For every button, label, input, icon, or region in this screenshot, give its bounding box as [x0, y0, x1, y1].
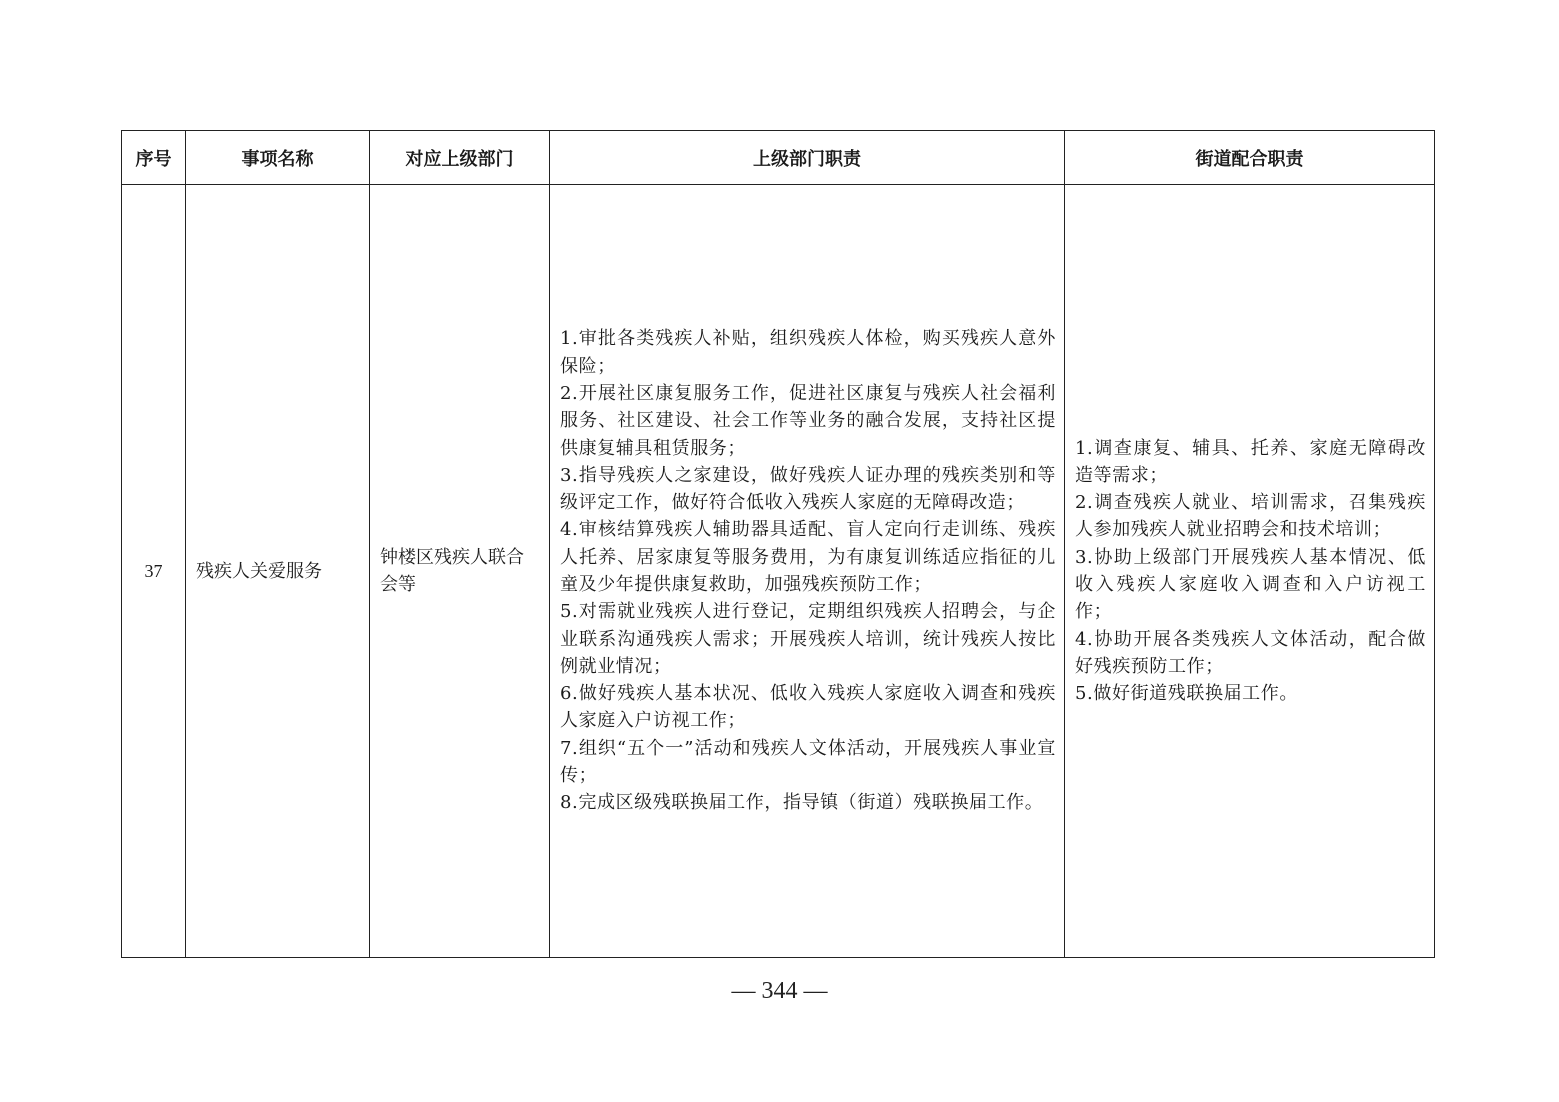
superior-duties-list: [560, 325, 1056, 816]
header-street-duties: 街道配合职责: [1065, 131, 1435, 185]
street-duty-item: 4.协助开展各类残疾人文体活动，配合做好残疾预防工作；: [1075, 628, 1426, 677]
responsibility-table: [121, 130, 1435, 958]
duty-item: 7.组织“五个一”活动和残疾人文体活动，开展残疾人事业宣传；: [560, 737, 1056, 787]
duty-item: 1.审批各类残疾人补贴，组织残疾人体检，购买残疾人意外保险；: [560, 328, 1056, 377]
street-duty-item: 3.协助上级部门开展残疾人基本情况、低收入残疾人家庭收入调查和入户访视工作；: [1075, 546, 1426, 623]
superior-duties-cell: [550, 185, 1065, 958]
duty-item: 6.做好残疾人基本状况、低收入残疾人家庭收入调查和残疾人家庭入户访视工作；: [560, 683, 1056, 732]
street-duties-cell: [1065, 185, 1435, 958]
header-row: [122, 131, 1435, 185]
duty-item: 5.对需就业残疾人进行登记，定期组织残疾人招聘会，与企业联系沟通残疾人需求；开展残疾人培训，统计残疾人按比例就业情况；: [560, 601, 1056, 677]
table-row: [122, 185, 1435, 958]
header-serial-number: 序号: [122, 131, 186, 185]
street-duties-list: [1075, 435, 1426, 708]
header-superior-department: 对应上级部门: [370, 131, 550, 185]
item-name-cell: 残疾人关爱服务: [186, 185, 370, 958]
header-superior-duties: 上级部门职责: [550, 131, 1065, 185]
duty-item: 3.指导残疾人之家建设，做好残疾人证办理的残疾类别和等级评定工作，做好符合低收入残疾人家庭的无障碍改造；: [560, 464, 1056, 514]
duty-item: 2.开展社区康复服务工作，促进社区康复与残疾人社会福利服务、社区建设、社会工作等业务的融合发展，支持社区提供康复辅具租赁服务；: [560, 382, 1056, 459]
street-duty-item: 1.调查康复、辅具、托养、家庭无障碍改造等需求；: [1075, 437, 1426, 486]
duty-item: 8.完成区级残联换届工作，指导镇（街道）残联换届工作。: [560, 792, 1044, 814]
street-duty-item: 5.做好街道残联换届工作。: [1075, 683, 1298, 705]
street-duty-item: 2.调查残疾人就业、培训需求，召集残疾人参加残疾人就业招聘会和技术培训；: [1075, 492, 1426, 541]
superior-department-cell: 钟楼区残疾人联合会等: [370, 185, 550, 958]
page-number: — 344 —: [731, 978, 828, 1004]
table-header: [122, 131, 1435, 185]
table-body: [122, 185, 1435, 958]
serial-number-cell: 37: [122, 185, 186, 958]
duty-item: 4.审核结算残疾人辅助器具适配、盲人定向行走训练、残疾人托养、居家康复等服务费用，为有康复训练适应指征的儿童及少年提供康复救助，加强残疾预防工作；: [560, 519, 1056, 595]
header-item-name: 事项名称: [186, 131, 370, 185]
